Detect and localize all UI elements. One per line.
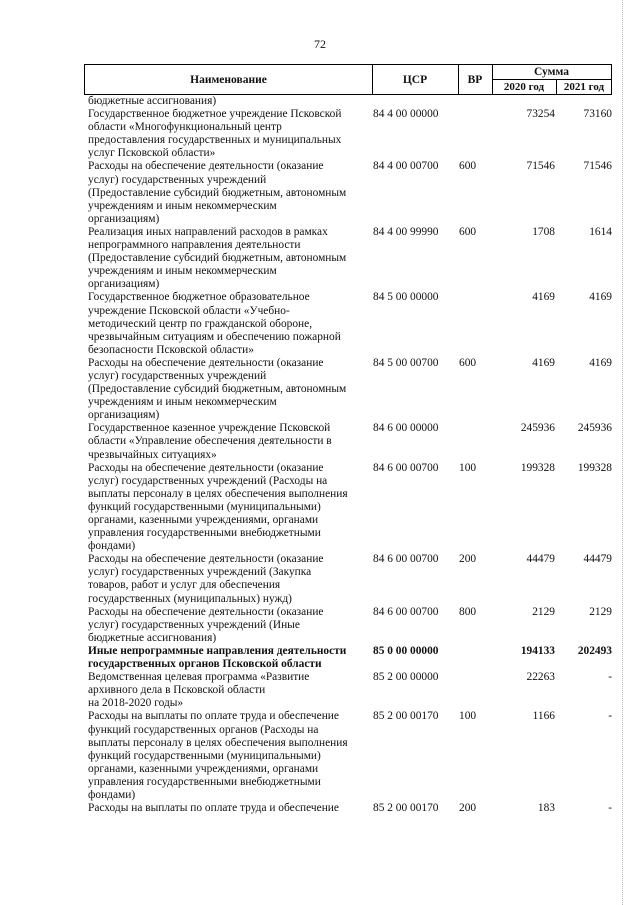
- header-year2: 2021 год: [563, 81, 605, 93]
- row-sum-2020: 4169: [532, 291, 555, 304]
- header-sum-group: [492, 65, 611, 94]
- table-body: [84, 95, 612, 815]
- row-name-line: предоставления государственных и муниципальных: [88, 134, 342, 147]
- row-name-line: Иные непрограммные направления деятельности: [88, 644, 347, 657]
- row-vr: 800: [459, 605, 477, 618]
- row-sum-2020: 183: [537, 802, 555, 815]
- row-name-line: учреждениям и иным некоммерческим: [88, 265, 277, 278]
- row-vr: 200: [459, 802, 477, 815]
- row-sum-2020: 194133: [520, 644, 555, 657]
- row-name-line: функций государственными (муниципальными): [88, 749, 321, 762]
- row-name-line: организациям): [88, 212, 160, 225]
- header-csr: ЦСР: [372, 65, 459, 94]
- row-name-line: (Предоставление субсидий бюджетным, автономным: [88, 383, 347, 396]
- table-row: [84, 462, 612, 554]
- row-sum-2021: -: [608, 710, 612, 723]
- table-row: [84, 422, 612, 461]
- table-header: [84, 64, 612, 95]
- row-name-line: управления государственными внебюджетными: [88, 775, 321, 788]
- row-name-line: выплаты персоналу в целях обеспечения выполнения: [88, 487, 348, 500]
- row-name: [84, 291, 371, 356]
- table-row: [84, 160, 612, 225]
- row-sum-2020: 199328: [520, 461, 555, 474]
- table-row: [84, 671, 612, 710]
- row-csr: 84 4 00 99990: [373, 225, 439, 238]
- row-name-line: учреждение Псковской области «Учебно-: [88, 304, 290, 317]
- row-name: [84, 671, 371, 710]
- row-name-line: услуг) государственных учреждений (Расходы на: [88, 474, 328, 487]
- row-name-line: бюджетные ассигнования): [88, 95, 217, 107]
- row-name-line: (Предоставление субсидий бюджетным, автономным: [88, 186, 347, 199]
- row-sum-2020: 71546: [526, 160, 555, 173]
- row-csr: 84 5 00 00000: [373, 291, 439, 304]
- row-sum-2021: 1614: [589, 225, 612, 238]
- table-row: [84, 645, 612, 671]
- row-name-line: услуг Псковской области»: [88, 147, 216, 160]
- table-row: [84, 710, 612, 802]
- row-csr: 84 4 00 00700: [373, 160, 439, 173]
- row-name: [84, 357, 371, 422]
- row-name-line: Расходы на обеспечение деятельности (оказание: [88, 605, 324, 618]
- row-name-line: выплаты персоналу в целях обеспечения выполнения: [88, 736, 348, 749]
- row-name-line: (Предоставление субсидий бюджетным, автономным: [88, 252, 347, 265]
- row-sum-2021: 199328: [577, 461, 612, 474]
- row-name-line: методический центр по гражданской обороне,: [88, 317, 313, 330]
- row-name-line: чрезвычайных ситуациях»: [88, 448, 217, 461]
- row-csr: 84 6 00 00700: [373, 553, 439, 566]
- row-name: [84, 160, 371, 225]
- row-sum-2020: 1708: [532, 225, 555, 238]
- row-sum-2021: 4169: [589, 356, 612, 369]
- row-name-line: функций государственными (муниципальными): [88, 500, 321, 513]
- row-name-line: Реализация иных направлений расходов в рамках: [88, 225, 328, 238]
- row-name-line: органами, казенными учреждениями, органами: [88, 762, 319, 775]
- budget-table: [84, 64, 612, 815]
- row-name-line: Расходы на выплаты по оплате труда и обеспечение: [88, 802, 339, 815]
- row-name-line: услуг) государственных учреждений: [88, 369, 267, 382]
- table-row: [84, 108, 612, 160]
- row-sum-2020: 4169: [532, 356, 555, 369]
- row-name-line: чрезвычайным ситуациям и обеспечению пожарной: [88, 330, 341, 343]
- page-number: 72: [314, 37, 326, 51]
- row-sum-2021: -: [608, 671, 612, 684]
- row-csr: 85 0 00 00000: [373, 644, 439, 657]
- row-name: [84, 462, 371, 554]
- row-name-line: Ведомственная целевая программа «Развитие: [88, 671, 310, 684]
- row-name-line: учреждениям и иным некоммерческим: [88, 199, 277, 212]
- row-vr: 100: [459, 710, 477, 723]
- table-row: [84, 802, 612, 815]
- row-name-line: Государственное бюджетное образовательное: [88, 291, 310, 304]
- row-sum-2021: 4169: [589, 291, 612, 304]
- row-name-line: Расходы на выплаты по оплате труда и обеспечение: [88, 710, 339, 723]
- row-name: [84, 606, 371, 645]
- row-name-line: безопасности Псковской области»: [88, 343, 254, 356]
- row-sum-2020: 44479: [526, 553, 555, 566]
- row-name-line: организациям): [88, 409, 160, 422]
- row-vr: 200: [459, 553, 477, 566]
- row-name-line: Расходы на обеспечение деятельности (оказание: [88, 160, 324, 173]
- row-name-line: Государственное бюджетное учреждение Псковской: [88, 108, 342, 121]
- row-sum-2021: 2129: [589, 605, 612, 618]
- row-vr: 600: [459, 356, 477, 369]
- row-csr: 85 2 00 00170: [373, 802, 439, 815]
- header-sum: Сумма: [492, 65, 611, 80]
- table-row: [84, 291, 612, 356]
- row-sum-2020: 245936: [520, 422, 555, 435]
- row-name-line: функций государственных органов (Расходы на: [88, 723, 319, 736]
- row-csr: 84 4 00 00000: [373, 108, 439, 121]
- row-sum-2021: 73160: [583, 108, 612, 121]
- row-sum-2020: 1166: [532, 710, 555, 723]
- row-name-line: фондами): [88, 788, 136, 801]
- row-name-line: Расходы на обеспечение деятельности (оказание: [88, 461, 324, 474]
- row-sum-2020: 2129: [532, 605, 555, 618]
- row-name-line: организациям): [88, 278, 160, 291]
- row-vr: 100: [459, 461, 477, 474]
- row-name: [84, 645, 371, 671]
- row-name: [84, 802, 371, 815]
- row-name-line: архивного дела в Псковской области: [88, 684, 266, 697]
- row-name: [84, 710, 371, 802]
- row-name: [84, 553, 371, 605]
- row-vr: 600: [459, 160, 477, 173]
- row-sum-2021: 71546: [583, 160, 612, 173]
- header-vr: ВР: [458, 65, 493, 94]
- row-name-line: бюджетные ассигнования): [88, 631, 217, 644]
- row-name-line: услуг) государственных учреждений (Закупка: [88, 566, 312, 579]
- row-name-line: Расходы на обеспечение деятельности (оказание: [88, 553, 324, 566]
- row-name-line: области «Многофункциональный центр: [88, 121, 282, 134]
- row-name-line: управления государственными внебюджетными: [88, 527, 321, 540]
- row-csr: 84 5 00 00700: [373, 356, 439, 369]
- row-sum-2021: 44479: [583, 553, 612, 566]
- row-csr: 84 6 00 00700: [373, 461, 439, 474]
- table-row: [84, 95, 612, 108]
- row-sum-2021: 245936: [577, 422, 612, 435]
- header-name: Наименование: [85, 65, 373, 94]
- table-row: [84, 357, 612, 422]
- row-name-line: области «Управление обеспечения деятельности в: [88, 435, 332, 448]
- row-sum-2021: -: [608, 802, 612, 815]
- row-name-line: Расходы на обеспечение деятельности (оказание: [88, 356, 324, 369]
- row-name-line: государственных (муниципальных) нужд): [88, 592, 292, 605]
- row-name-line: услуг) государственных учреждений (Иные: [88, 618, 300, 631]
- row-name-line: на 2018-2020 годы»: [88, 697, 184, 710]
- table-row: [84, 606, 612, 645]
- row-csr: 85 2 00 00170: [373, 710, 439, 723]
- row-name-line: товаров, работ и услуг для обеспечения: [88, 579, 281, 592]
- page-edge: [622, 0, 623, 905]
- row-vr: 600: [459, 225, 477, 238]
- row-name: [84, 108, 371, 160]
- row-name-line: Государственное казенное учреждение Псковской: [88, 422, 331, 435]
- row-name-line: фондами): [88, 540, 136, 553]
- row-csr: 84 6 00 00700: [373, 605, 439, 618]
- table-row: [84, 553, 612, 605]
- row-name: [84, 95, 371, 108]
- row-sum-2020: 22263: [526, 671, 555, 684]
- row-name: [84, 422, 371, 461]
- table-row: [84, 226, 612, 291]
- header-year1: 2020 год: [492, 80, 557, 94]
- row-name-line: органами, казенными учреждениями, органами: [88, 514, 319, 526]
- row-name-line: услуг) государственных учреждений: [88, 173, 267, 186]
- row-csr: 85 2 00 00000: [373, 671, 439, 684]
- row-name: [84, 226, 371, 291]
- row-name-line: учреждениям и иным некоммерческим: [88, 396, 277, 409]
- row-name-line: непрограммного направления деятельности: [88, 239, 301, 252]
- row-name-line: государственных органов Псковской области: [88, 658, 322, 671]
- row-sum-2021: 202493: [577, 644, 612, 657]
- row-sum-2020: 73254: [526, 108, 555, 121]
- row-csr: 84 6 00 00000: [373, 422, 439, 435]
